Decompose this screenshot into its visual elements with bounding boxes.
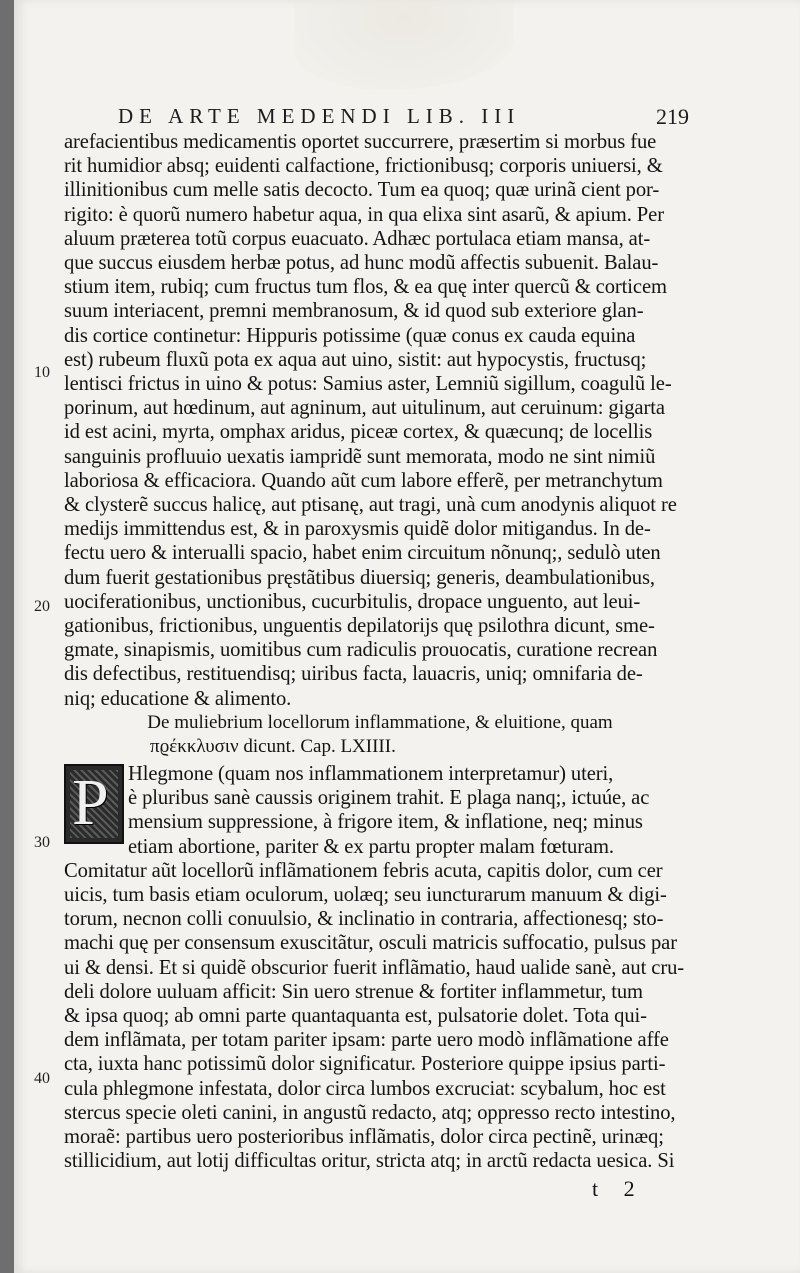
text-line: porinum, aut hœdinum, aut agninum, aut uitulinum, aut ceruinum: gigarta bbox=[64, 397, 665, 420]
water-stain bbox=[294, 0, 514, 90]
text-line: id est acini, myrta, omphax aridus, piceæ cortex, & quæcunq; de locellis bbox=[64, 421, 653, 444]
text-line: dis defectibus, restituendisq; uiribus facta, lauacris, uniq; omnifaria de- bbox=[64, 663, 643, 686]
initial-letter: P bbox=[72, 766, 109, 839]
text-line: uicis, tum basis etiam oculorum, uolæq; seu iuncturarum manuum & digi- bbox=[64, 884, 667, 907]
text-line: est) rubeum fluxũ pota ex aqua aut uino, sistit: aut hypocystis, fructusq; bbox=[64, 348, 647, 371]
text-line: que succus eiusdem herbæ potus, ad hunc modũ affectis subuenit. Balau- bbox=[64, 252, 659, 275]
text-line: stillicidium, aut lotij difficultas oritur, stricta atq; in arctũ redacta uesica. Si bbox=[64, 1150, 675, 1173]
text-line: è pluribus sanè caussis originem trahit. E plaga nanq;, ictuúe, ac bbox=[128, 787, 650, 810]
chapter-text-block bbox=[64, 762, 684, 1173]
text-line: suum interiacent, premni membranosum, & id quod sub exteriore glan- bbox=[64, 300, 644, 323]
text-line: & clysterẽ succus halicę, aut ptisanę, aut tragi, unà cum anodynis aliquot re bbox=[64, 494, 677, 517]
text-line: rit humidior absq; euidenti calfactione, frictionibusq; corporis uniuersi, & bbox=[64, 155, 663, 178]
text-line: gmate, sinapismis, uomitibus cum radiculis prouocatis, curatione recrean bbox=[64, 639, 658, 662]
line-number-20: 20 bbox=[34, 598, 50, 615]
chapter-title: De muliebrium locellorum inflammatione, & eluitione, quam bbox=[147, 712, 613, 733]
text-line: deli dolore uuluam afficit: Sin uero strenue & fortiter inflammetur, tum bbox=[64, 980, 643, 1003]
text-line: Comitatur aũt locellorũ inflãmationem febris acuta, capitis dolor, cum cer bbox=[64, 859, 663, 882]
text-line: machi quę per consensum exuscitãtur, osculi matricis suffocatio, pulsus par bbox=[64, 932, 677, 955]
line-number-10: 10 bbox=[34, 364, 50, 381]
text-line: cta, iuxta hanc potissimũ dolor significatur. Posteriore quippe ipsius parti- bbox=[64, 1053, 666, 1076]
text-line: lentisci frictus in uino & potus: Samius aster, Lemniũ sigillum, coagulũ le- bbox=[64, 373, 672, 396]
line-number-30: 30 bbox=[34, 834, 50, 851]
text-line: arefacientibus medicamentis oportet succurrere, præsertim si morbus fue bbox=[64, 131, 657, 153]
text-line: ui & densi. Et si quidẽ obscurior fuerit inflãmatio, haud ualide sanè, aut cru- bbox=[64, 956, 684, 979]
text-line: sanguinis profluuio uexatis iampridẽ sunt memorata, modo ne sint nimiũ bbox=[64, 445, 656, 468]
text-line: Hlegmone (quam nos inflammationem interpretamur) uteri, bbox=[128, 763, 614, 785]
text-line: etiam abortione, pariter & ex partu propter malam fœturam. bbox=[128, 835, 614, 858]
text-line: laboriosa & efficaciora. Quando aũt cum labore efferẽ, per metranchytum bbox=[64, 469, 663, 492]
text-line: gationibus, frictionibus, unguentis depilatorijs quę psilothra dicunt, sme- bbox=[64, 615, 655, 638]
body-text-block bbox=[64, 130, 684, 711]
text-line: dem inflãmata, per totam pariter ipsam: parte uero modò inflãmatione affe bbox=[64, 1029, 669, 1052]
text-line: niq; educatione & alimento. bbox=[64, 687, 292, 710]
running-title: DE ARTE MEDENDI LIB. III bbox=[118, 104, 521, 128]
text-line: uociferationibus, unctionibus, cucurbitulis, dropace unguento, aut leui- bbox=[64, 590, 641, 613]
text-line: illinitionibus cum melle satis decocto. Tum ea quoq; quæ urinã cient por- bbox=[64, 179, 660, 202]
text-line: dis cortice continetur: Hippuris potissime (quæ conus ex cauda equina bbox=[64, 324, 636, 347]
text-line: cula phlegmone infestata, dolor circa lumbos excruciat: scybalum, hoc est bbox=[64, 1077, 666, 1100]
chapter-title-line2: πϱέκκλυσιν dicunt. Cap. LXIIII. bbox=[150, 736, 396, 757]
text-line: & ipsa quoq; ab omni parte quantaquanta est, pulsatorie dolet. Tota qui- bbox=[64, 1005, 647, 1028]
text-line: stium item, rubiq; cum fructus tum flos, & ea quę inter quercũ & corticem bbox=[64, 276, 667, 299]
line-number-40: 40 bbox=[34, 1070, 50, 1087]
text-line: stercus specie oleti canini, in angustũ redacto, atq; oppresso recto intestino, bbox=[64, 1101, 676, 1124]
page-number: 219 bbox=[656, 104, 689, 129]
text-line: aluum præterea totũ corpus euacuato. Adhæc portulaca etiam mansa, at- bbox=[64, 227, 651, 250]
text-line: dum fuerit gestationibus pręstãtibus diuersiq; generis, deambulationibus, bbox=[64, 566, 655, 589]
text-line: moraẽ: partibus uero posterioribus inflãmatis, dolor circa pectinẽ, urinæq; bbox=[64, 1126, 664, 1149]
text-line: fectu uero & interualli spacio, habet enim circuitum nõnunq;, sedulò uten bbox=[64, 542, 661, 565]
signature-mark: t 2 bbox=[592, 1176, 645, 1201]
text-line: medijs immittendus est, & in paroxysmis quidẽ dolor mitigandus. In de- bbox=[64, 518, 651, 541]
text-line: torum, necnon colli conuulsio, & inclinatio in contraria, affectionesq; sto- bbox=[64, 908, 664, 931]
text-line: rigito: è quorũ numero habetur aqua, in qua elixa sint asarũ, & apium. Per bbox=[64, 203, 664, 226]
text-line: mensium suppressione, à frigore item, & inflatione, neq; minus bbox=[128, 811, 643, 834]
